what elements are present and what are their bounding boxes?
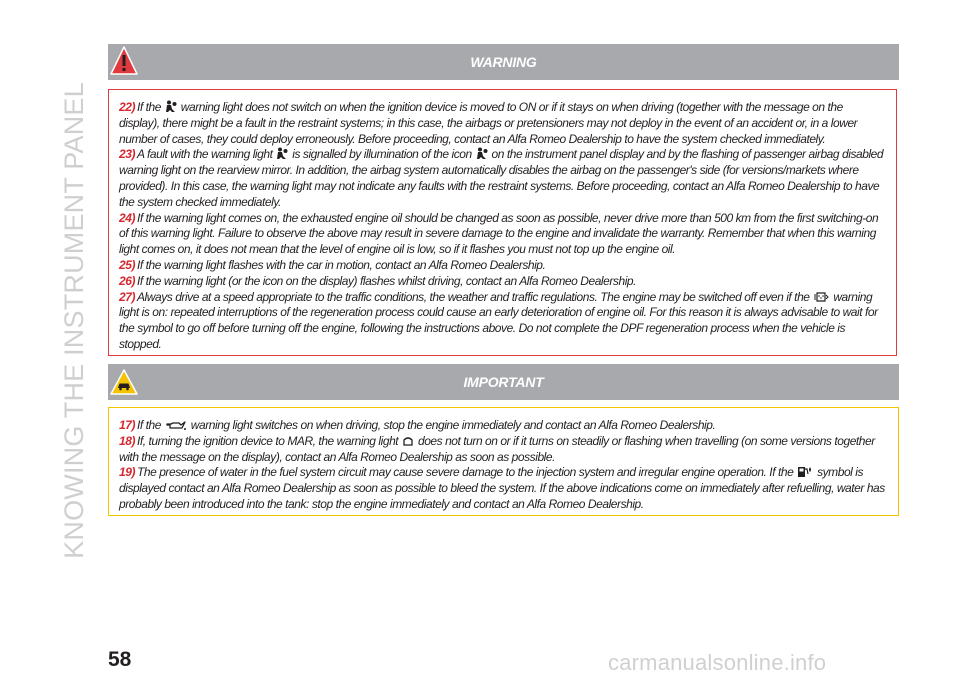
important-note-17: 17) If the warning light switches on when driving, stop the engine immediately and contact an Alfa Romeo Dealership.: [119, 418, 716, 432]
water-in-fuel-icon: [797, 465, 813, 478]
warning-note-25: 25) If the warning light flashes with the car in motion, contact an Alfa Romeo Dealership.: [119, 257, 546, 272]
warning-note-26: 26) If the warning light (or the icon on the display) flashes whilst driving, contact an Alfa Romeo Dealership.: [119, 273, 637, 288]
airbag-warning-icon: [276, 147, 288, 160]
warning-note-27: 27) Always drive at a speed appropriate to the traffic conditions, the weather and traffic regulations. The engine may be switched off even if the warning light is on: repeated interruptions of the regeneration process could cause an early deterioration of engine oil. For this reason it is always advisable to wait for the symbol to go off before turning off the engine, following the instructions above. Do not complete the DPF regeneration process when the vehicle is stopped.: [119, 289, 878, 351]
important-notes-box: [108, 407, 899, 516]
section-title-vertical: KNOWING THE INSTRUMENT PANEL: [58, 81, 89, 559]
airbag-warning-icon: [165, 100, 177, 113]
warning-note-24: 24) If the warning light comes on, the exhausted engine oil should be changed as soon as possible, never drive more than 500 km from the first switching-on of this warning light. Failure to observe the above may result in severe damage to the engine and invalidate the warranty. Remember that when this warning light comes on, it does not mean that the level of engine oil is low, so if it flashes you must not top up the engine oil.: [119, 210, 879, 257]
glow-plug-icon: [402, 437, 414, 447]
warning-triangle-icon: [110, 45, 138, 77]
page-number: 58: [108, 648, 132, 671]
important-header: [108, 364, 899, 400]
warning-note-22: 22) If the warning light does not switch on when the ignition device is moved to ON or if it stays on when driving (together with the message on the display), there might be a fault in the restraint systems; in this case, the airbags or pretensioners may not deploy in the event of an accident or, in a lower number of cases, they could deploy erroneously. Before proceeding, contact an Alfa Romeo Dealership to have the system checked immediately.: [119, 100, 858, 146]
warning-title: WARNING: [470, 54, 537, 70]
dpf-icon: [813, 291, 829, 303]
important-note-18: 18) If, turning the ignition device to MAR, the warning light does not turn on or if it turns on steadily or flashing when travelling (on some versions together with the message on the display), contact an Alfa Romeo Dealership as soon as possible.: [119, 433, 875, 464]
important-car-triangle-icon: [110, 368, 138, 396]
important-title: IMPORTANT: [463, 374, 544, 390]
warning-header: [108, 44, 899, 80]
airbag-display-icon: [476, 147, 488, 160]
warning-note-23: 23) A fault with the warning light is signalled by illumination of the icon on the instrument panel display and by the flashing of passenger airbag disabled warning light on the rearview mirror. In addition, the airbag system automatically disables the airbag on the passenger's side (for versions/markets where provided). In this case, the warning light may not indicate any faults with the restraint systems. Before proceeding, contact an Alfa Romeo Dealership to have the system checked immediately.: [119, 147, 884, 209]
important-note-19: 19) The presence of water in the fuel system circuit may cause severe damage to the injection system and irregular engine operation. If the symbol is displayed contact an Alfa Romeo Dealership as soon as possible to bleed the system. If the above indications come on immediately after refuelling, water has probably been introduced into the tank: stop the engine immediately and contact an Alfa Romeo Dealership.: [119, 465, 885, 511]
oil-pressure-icon: [165, 420, 187, 431]
warning-notes-box: [108, 89, 897, 356]
watermark: carmanualsonline.info: [608, 650, 827, 675]
